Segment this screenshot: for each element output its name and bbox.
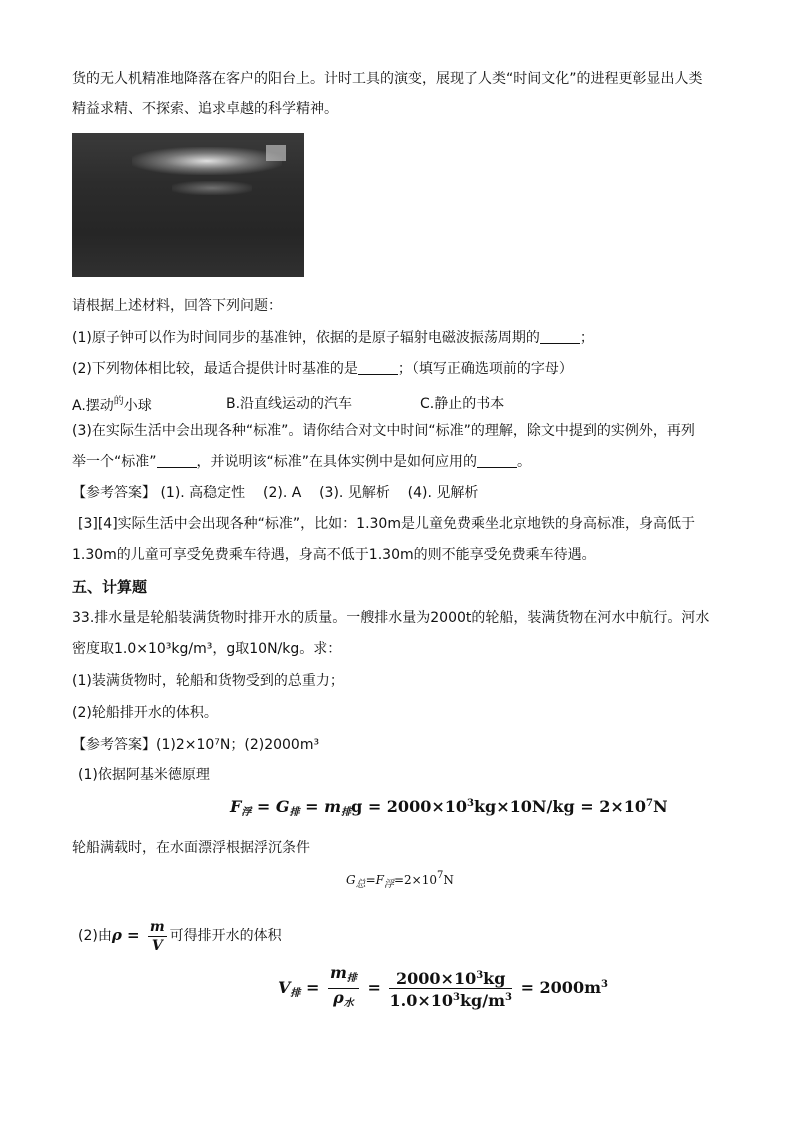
f3-V-sub: 排	[290, 988, 301, 999]
q32-prompt: 请根据上述材料，回答下列问题：	[72, 298, 282, 314]
step3-fraction	[148, 918, 167, 955]
step3-frac-num: m	[149, 918, 165, 935]
f1-F-sub: 浮	[241, 807, 252, 818]
photo-light-edge	[266, 145, 286, 161]
q33-sub1: (1)装满货物时，轮船和货物受到的总重力；	[72, 673, 344, 689]
option-a-sup: 的	[113, 396, 124, 407]
answer-blank-1[interactable]	[540, 329, 580, 344]
f3-num2-exp: 3	[476, 970, 484, 981]
q32-sub3-line2	[72, 452, 531, 472]
f1-exp3: 3	[467, 798, 474, 809]
answer-blank-3[interactable]	[157, 453, 197, 468]
photo-light-reflection	[172, 181, 252, 195]
step3-rho: ρ =	[111, 926, 145, 944]
q33-line1: 33.排水量是轮船装满货物时排开水的质量。一艘排水量为2000t的轮船，装满货物在河水中航行。河水	[72, 610, 710, 626]
f3-num2-unit: kg	[483, 969, 506, 988]
q33-sub2: (2)轮船排开水的体积。	[72, 705, 218, 721]
q32-sub1	[72, 328, 594, 348]
step3-post: 可得排开水的体积	[169, 928, 282, 944]
f3-frac2	[389, 967, 512, 1010]
f1-G-sub: 排	[289, 807, 300, 818]
q32-explain-line2: 1.30m的儿童可享受免费乘车待遇，身高不低于1.30m的则不能享受免费乘车待遇。	[72, 547, 596, 563]
f3-num-sub: 排	[346, 973, 357, 984]
intro-line-1: 货的无人机精准地降落在客户的阳台上。计时工具的演变，展现了人类“时间文化”的进程更彰显出人类	[72, 71, 703, 87]
step3-frac-den: V	[151, 937, 163, 954]
f2-mid: =F	[365, 873, 384, 887]
f3-den-rho: ρ	[333, 988, 344, 1007]
q32-options	[72, 392, 152, 416]
f3-den2-unit-exp: 3	[505, 992, 512, 1003]
f2-G: G	[346, 873, 356, 887]
q32-sub1-text: (1)原子钟可以作为时间同步的基准钟，依据的是原子辐射电磁波振荡周期的	[72, 330, 540, 346]
answer-blank-4[interactable]	[477, 453, 517, 468]
f3-result: = 2000m	[520, 978, 601, 997]
q32-sub2	[72, 359, 573, 379]
answer-blank-2[interactable]	[358, 360, 398, 375]
f3-den2-exp: 3	[453, 992, 460, 1003]
option-c: C.静止的书本	[420, 396, 505, 412]
f1-rest: g = 2000×10	[351, 797, 467, 816]
formula-volume: $V_排$ = $\frac{m_排}{\rho_水}$ = $\frac{2000\times 10^3kg}{1.0\times 10^3kg/m^3}$ = $2000m^3$	[278, 964, 608, 1013]
f3-num-m: m	[329, 963, 347, 982]
f1-F: F	[230, 797, 242, 816]
option-a	[72, 398, 152, 414]
f1-eq1: = G	[251, 797, 290, 816]
f2-F-sub: 浮	[383, 879, 394, 890]
q33-step3	[78, 915, 282, 956]
f1-exp7: 7	[646, 798, 653, 809]
option-a-post: 小球	[123, 398, 152, 414]
formula-float-condition	[346, 870, 454, 890]
q32-explain-line1: [3][4]实际生活中会出现各种“标准”，比如：1.30m是儿童免费乘坐北京地铁的身高标准，身高低于	[78, 516, 695, 532]
q32-sub2-text: (2)下列物体相比较，最适合提供计时基准的是	[72, 361, 358, 377]
section-title: 五、计算题	[72, 578, 148, 596]
f3-den2: 1.0×10	[389, 991, 453, 1010]
f3-result-exp: 3	[601, 979, 608, 990]
f3-frac1	[328, 964, 359, 1013]
f3-den-sub: 水	[343, 998, 354, 1009]
f3-den2-unit: kg/m	[459, 991, 506, 1010]
formula-buoyancy	[230, 797, 668, 818]
q33-line2: 密度取1.0×10³kg/m³，g取10N/kg。求：	[72, 641, 342, 657]
q32-sub3-end: 。	[517, 454, 532, 470]
intro-line-2: 精益求精、不探索、追求卓越的科学精神。	[72, 101, 338, 117]
step3-pre: (2)由	[78, 928, 112, 944]
f1-eq2: = m	[299, 797, 342, 816]
option-b: B.沿直线运动的汽车	[226, 396, 353, 412]
q32-sub1-end: ；	[579, 330, 594, 346]
option-a-pre: A.摆动	[72, 398, 114, 414]
f2-G-sub: 总	[355, 879, 366, 890]
q32-sub3-line1: (3)在实际生活中会出现各种“标准”。请你结合对文中时间“标准”的理解，除文中提到的实例外，再列	[72, 423, 695, 439]
q33-step1: (1)依据阿基米德原理	[78, 767, 210, 783]
q33-step2: 轮船满载时，在水面漂浮根据浮沉条件	[72, 840, 310, 856]
q32-answer-label: 【参考答案】	[72, 485, 156, 501]
q32-sub3-a: 举一个“标准”	[72, 454, 157, 470]
f3-num2: 2000×10	[396, 969, 477, 988]
f2-exp: 7	[437, 870, 444, 881]
f3-V: V	[278, 978, 291, 997]
q33-answer	[72, 735, 319, 755]
atomic-clock-photo	[72, 133, 304, 277]
q33-answer-text: (1)2×10⁷N；(2)2000m³	[156, 737, 320, 753]
q32-sub3-b: ，并说明该“标准”在具体实例中是如何应用的	[196, 454, 478, 470]
photo-light-streak	[132, 147, 282, 175]
q33-answer-label: 【参考答案】	[72, 737, 156, 753]
q32-sub2-end: ；（填写正确选项前的字母）	[397, 361, 573, 377]
f2-rest: =2×10	[393, 873, 437, 887]
f1-rest2: kg×10N/kg = 2×10	[473, 797, 647, 816]
f1-unit: N	[652, 797, 668, 816]
q32-answer	[72, 483, 478, 503]
q32-answer-text: (1). 高稳定性 (2). A (3). 见解析 (4). 见解析	[156, 485, 479, 501]
f1-m-sub: 排	[341, 807, 352, 818]
f2-unit: N	[443, 873, 454, 887]
